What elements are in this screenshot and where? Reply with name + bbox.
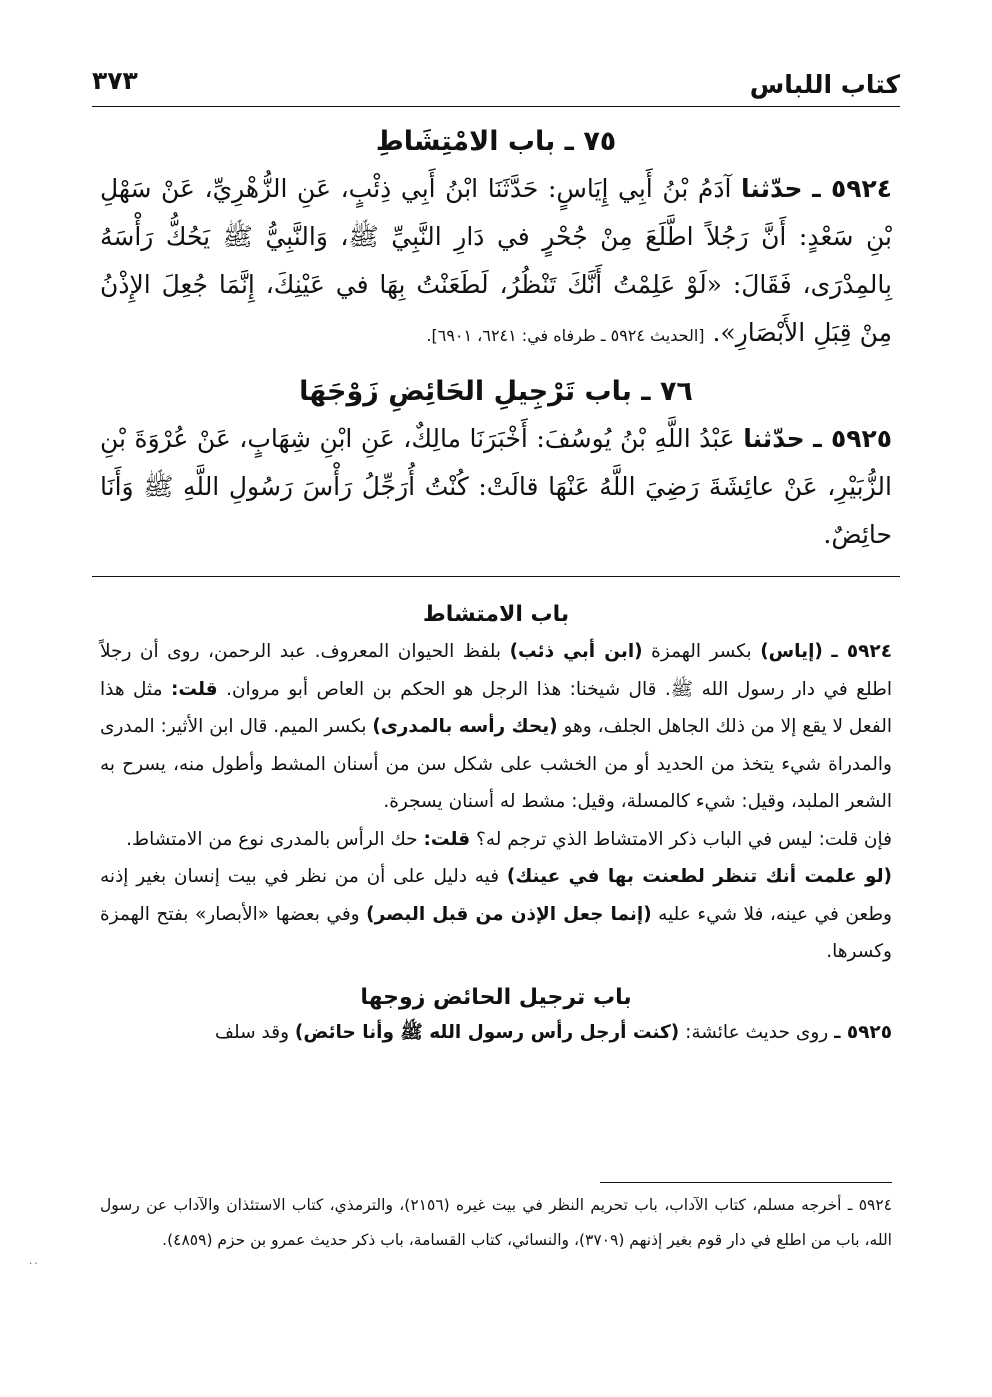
quoted-term: (ابن أبي ذئب): [509, 641, 643, 662]
hadith-number: ٥٩٢٥ ـ: [813, 424, 892, 453]
quoted-term: (يحك رأسه بالمدرى): [372, 716, 558, 737]
page-number: ٣٧٣: [92, 66, 138, 95]
commentary-text: فيه دليل على أن من نظر في بيت إنسان بغير إذنه وطعن في عينه، فلا شيء عليه: [100, 866, 892, 925]
commentary-text: وقد سلف: [214, 1021, 295, 1043]
chapter-heading-76: ٧٦ ـ باب تَرْجِيلِ الحَائِضِ زَوْجَهَا: [299, 376, 693, 407]
text-commentary-divider: [92, 576, 900, 577]
commentary-text: بكسر الميم. قال ابن الأثير: المدرى والمدراة شيء يتخذ من الحديد أو من الخشب على شكل سن من أسنان المشط وأطول منه، يسرح به الشعر الملبد، وقيل: شيء كالمسلة، وقيل: مشط له أسنان يسجرة.: [99, 716, 892, 812]
quoted-term: (إياس): [760, 641, 823, 662]
commentary-text: فإن قلت: ليس في الباب ذكر الامتشاط الذي ترجم له؟: [470, 828, 892, 850]
chapter-heading-75: ٧٥ ـ باب الامْتِشَاطِ: [375, 126, 617, 157]
hadith-5924: [100, 165, 892, 360]
running-title: كتاب اللباس: [749, 70, 900, 99]
hadith-number: ٥٩٢٥ ـ: [834, 1021, 892, 1043]
section-75: [100, 126, 892, 360]
commentary-heading: باب ترجيل الحائض زوجها: [360, 984, 632, 1010]
commentary-text: مثل هذا الفعل لا يقع إلا من ذلك الجاهل الجلف، وهو: [100, 678, 892, 737]
commentary-text: حك الرأس بالمدرى نوع من الامتشاط.: [126, 828, 424, 850]
commentary-paragraph: [100, 1014, 892, 1052]
hadith-number: ٥٩٢٤ ـ: [831, 641, 893, 662]
quoted-term: (لو علمت أنك تنظر لطعنت بها في عينك): [506, 866, 892, 887]
qultu-marker: قلت:: [171, 678, 218, 700]
narration-word: حدّثنا: [743, 424, 805, 453]
section-76: [100, 376, 892, 559]
quoted-term: (إنما جعل الإذن من قبل البصر): [366, 903, 652, 925]
stray-mark: ٠٠: [28, 1258, 39, 1269]
footnote-rule: [600, 1182, 892, 1183]
hadith-5925: [100, 415, 892, 559]
quoted-term: (كنت أرجل رأس رسول الله ﷺ وأنا حائض): [294, 1021, 680, 1043]
hadith-number: ٥٩٢٤ ـ: [812, 174, 892, 203]
commentary: [100, 602, 892, 1051]
hadith-text: آدَمُ بْنُ أَبِي إِيَاسٍ: حَدَّثَنَا ابْنُ أَبِي ذِئْبٍ، عَنِ الزُّهْرِيِّ، عَنْ سَهْلِ بْنِ سَعْدٍ: أَنَّ رَجُلاً اطَّلَعَ مِنْ جُحْرٍ في دَارِ النَّبِيِّ ﷺ، وَالنَّبِيُّ ﷺ يَحُكُّ رَأْسَهُ بِالمِدْرَى، فَقَالَ: «لَوْ عَلِمْتُ أَنَّكَ تَنْظُرُ، لَطَعَنْتُ بِهَا في عَيْنِكَ، إِنَّمَا جُعِلَ الإِذْنُ مِنْ قِبَلِ الأَبْصَارِ».: [100, 174, 892, 347]
commentary-heading: باب الامتشاط: [422, 602, 570, 627]
page-header: [92, 52, 900, 102]
commentary-text: بلفظ الحيوان المعروف. عبد الرحمن، روى أن رجلاً اطلع في دار رسول الله ﷺ. قال شيخنا: هذا الرجل هو الحكم بن العاص أبو مروان.: [100, 641, 893, 700]
hadith-text: عَبْدُ اللَّهِ بْنُ يُوسُفَ: أَخْبَرَنَا مالِكٌ، عَنِ ابْنِ شِهَابٍ، عَنْ عُرْوَةَ بْنِ الزُّبَيْرِ، عَنْ عائِشَةَ رَضِيَ اللَّهُ عَنْهَا قالَتْ: كُنْتُ أُرَجِّلُ رَأْسَ رَسُولِ اللَّهِ ﷺ وَأَنَا حائِضٌ.: [100, 424, 892, 549]
commentary-text: روى حديث عائشة:: [679, 1021, 835, 1043]
header-rule: [92, 106, 900, 107]
commentary-text: بكسر الهمزة: [642, 641, 761, 662]
commentary-paragraph: [100, 858, 892, 971]
qultu-marker: قلت:: [423, 828, 471, 850]
commentary-paragraph: [100, 633, 892, 821]
commentary-paragraph: [100, 821, 892, 859]
narration-word: حدّثنا: [741, 174, 803, 203]
footnote: ٥٩٢٤ ـ أخرجه مسلم، كتاب الآداب، باب تحريم النظر في بيت غيره (٢١٥٦)، والترمذي، كتاب الاستئذان والآداب عن رسول الله، باب من اطلع في دار قوم بغير إذنهم (٣٧٠٩)، والنسائي، كتاب القسامة، باب ذكر حديث عمرو بن حزم (٤٨٥٩).: [100, 1196, 893, 1249]
commentary-text: وفي بعضها «الأبصار» بفتح الهمزة وكسرها.: [100, 903, 892, 962]
hadith-reference: [الحديث ٥٩٢٤ ـ طرفاه في: ٦٢٤١، ٦٩٠١].: [426, 326, 705, 345]
